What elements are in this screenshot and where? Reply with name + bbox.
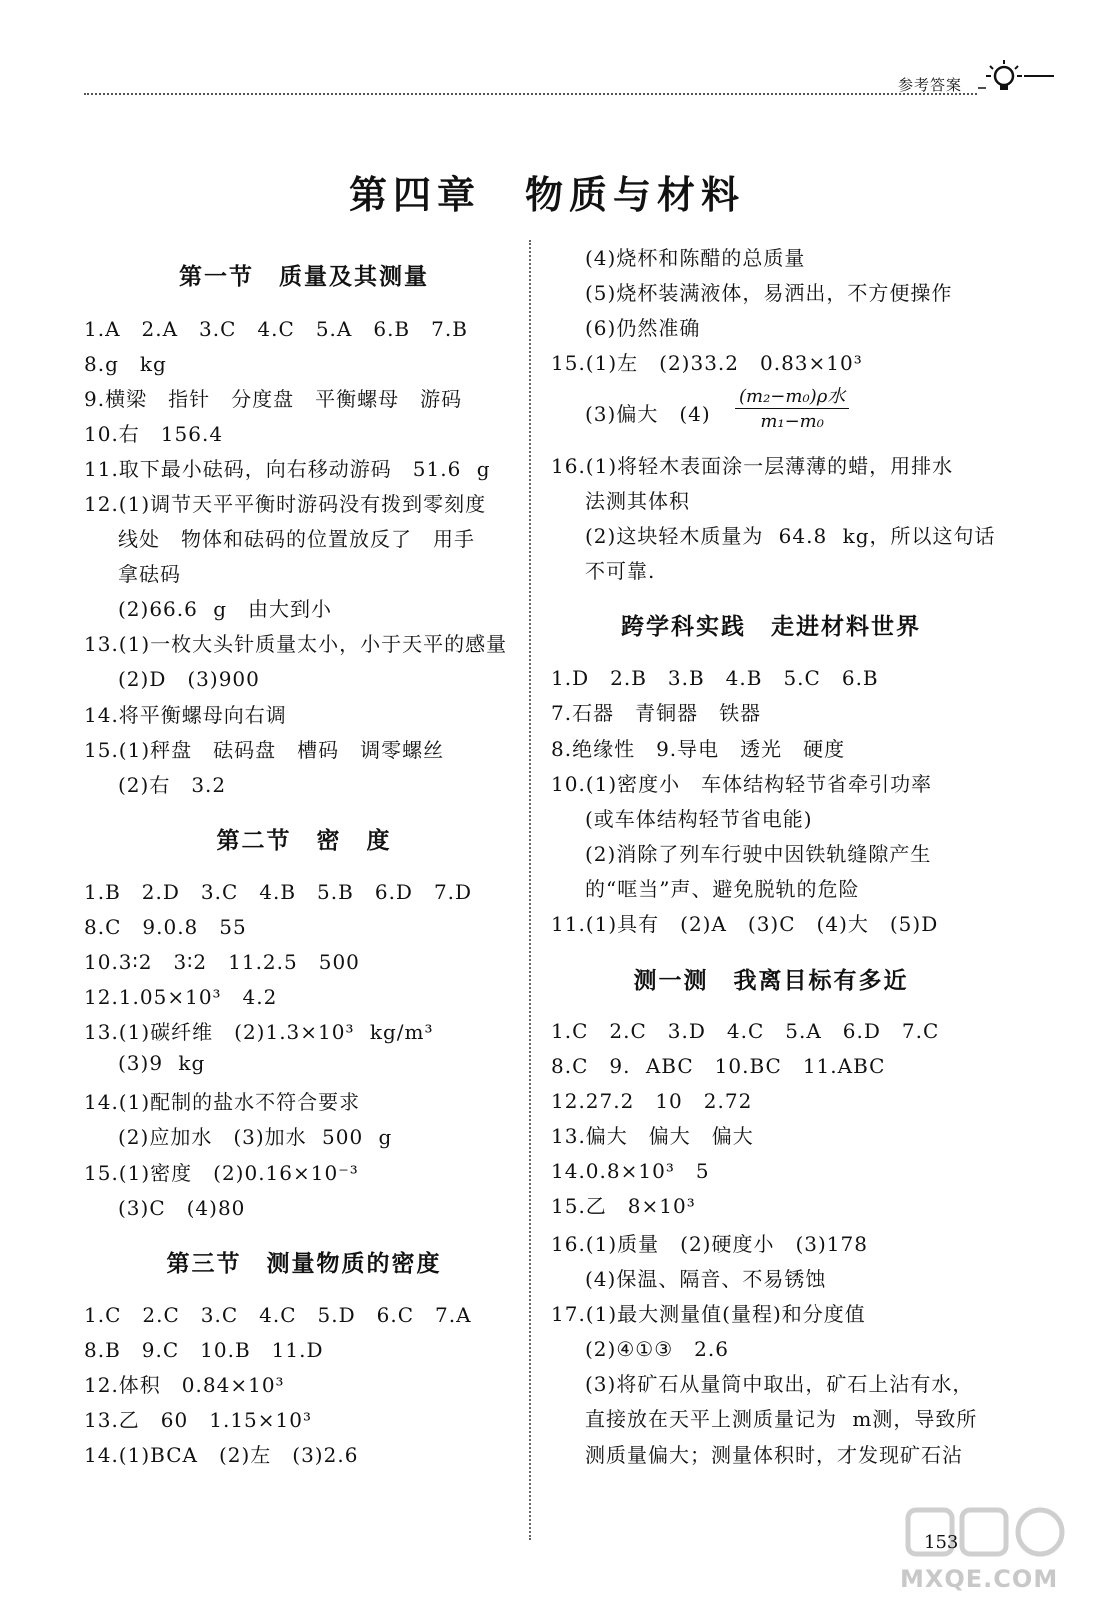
answer-line: 不可靠.: [585, 559, 656, 583]
answer-line: 13.(1)一枚大头针质量太小，小于天平的感量: [84, 632, 508, 656]
answer-line: 12.体积 0.84×10³: [84, 1373, 285, 1397]
answer-line: 15.(1)密度 (2)0.16×10⁻³: [84, 1161, 359, 1185]
answer-line: 16.(1)质量 (2)硬度小 (3)178: [551, 1232, 868, 1256]
answer-line: 13.乙 60 1.15×10³: [84, 1408, 313, 1432]
answer-line: 14.(1)配制的盐水不符合要求: [84, 1090, 361, 1114]
answer-line: (2)66.6 g 由大到小: [118, 597, 333, 621]
answer-line: (3)9 kg: [118, 1051, 206, 1075]
section-title: 跨学科实践 走进材料世界: [621, 614, 921, 640]
answer-line: 8.B 9.C 10.B 11.D: [84, 1338, 324, 1362]
answer-line: 的“哐当”声、避免脱轨的危险: [585, 877, 860, 901]
section-title: 第一节 质量及其测量: [179, 264, 429, 290]
formula-denominator: m₁−m₀: [760, 411, 824, 432]
answer-line: 10.(1)密度小 车体结构轻节省牵引功率: [551, 772, 933, 796]
answer-line: (3)偏大 (4): [585, 402, 711, 426]
section-title: 测一测 我离目标有多近: [633, 968, 909, 994]
answer-line: (2)D (3)900: [118, 667, 260, 691]
answer-line: 11.(1)具有 (2)A (3)C (4)大 (5)D: [551, 912, 939, 936]
answer-line: (2)消除了列车行驶中因铁轨缝隙产生: [585, 842, 932, 866]
answer-line: 10.右 156.4: [84, 422, 224, 446]
answer-line: 10.3∶2 3∶2 11.2.5 500: [84, 950, 360, 974]
answer-line: 15.(1)秤盘 砝码盘 槽码 调零螺丝: [84, 738, 445, 762]
answer-line: 8.C 9. ABC 10.BC 11.ABC: [551, 1054, 886, 1078]
answer-line: 12.(1)调节天平平衡时游码没有拨到零刻度: [84, 492, 487, 516]
answer-line: 线处 物体和砝码的位置放反了 用手: [118, 527, 475, 551]
header-label: 参考答案: [898, 76, 963, 94]
answer-line: 11.取下最小砝码，向右移动游码 51.6 g: [84, 457, 491, 481]
answer-line: 13.偏大 偏大 偏大: [551, 1124, 754, 1148]
answer-line: 直接放在天平上测质量记为 m测，导致所: [585, 1407, 978, 1431]
answer-line: 8.g kg: [84, 352, 167, 376]
answer-line: 14.0.8×10³ 5: [551, 1159, 710, 1183]
answer-line: 1.A 2.A 3.C 4.C 5.A 6.B 7.B: [84, 317, 468, 341]
section-title: 第二节 密 度: [216, 828, 392, 854]
answer-line: (5)烧杯装满液体，易洒出，不方便操作: [585, 281, 953, 305]
header-rule: [84, 93, 977, 95]
answer-line: (6)仍然准确: [585, 316, 701, 340]
answer-line: 15.乙 8×10³: [551, 1194, 696, 1218]
answer-line: 16.(1)将轻木表面涂一层薄薄的蜡，用排水: [551, 454, 954, 478]
answer-line: 1.B 2.D 3.C 4.B 5.B 6.D 7.D: [84, 880, 473, 904]
answer-line: 8.绝缘性 9.导电 透光 硬度: [551, 737, 846, 761]
answer-line: 15.(1)左 (2)33.2 0.83×10³: [551, 351, 863, 375]
answer-line: (2)④①③ 2.6: [585, 1337, 729, 1361]
answer-line: 14.(1)BCA (2)左 (3)2.6: [84, 1443, 359, 1467]
chapter-title: 第四章 物质与材料: [348, 173, 745, 217]
answer-line: 测质量偏大；测量体积时，才发现矿石沾: [585, 1443, 963, 1467]
answer-line: 13.(1)碳纤维 (2)1.3×10³ kg/m³: [84, 1020, 434, 1044]
formula-numerator: (m₂−m₀)ρ水: [735, 382, 849, 409]
formula: [735, 382, 849, 432]
answer-line: 17.(1)最大测量值(量程)和分度值: [551, 1302, 866, 1326]
answer-line: (4)烧杯和陈醋的总质量: [585, 246, 806, 270]
column-divider: [529, 240, 531, 1540]
answer-line: (2)右 3.2: [118, 773, 227, 797]
answer-line: (2)这块轻木质量为 64.8 kg，所以这句话: [585, 524, 996, 548]
answer-line: (3)将矿石从量筒中取出，矿石上沾有水，: [585, 1372, 974, 1396]
answer-line: (3)C (4)80: [118, 1196, 246, 1220]
answer-line: 9.横梁 指针 分度盘 平衡螺母 游码: [84, 387, 463, 411]
answer-line: 7.石器 青铜器 铁器: [551, 701, 762, 725]
answer-line: 14.将平衡螺母向右调: [84, 703, 287, 727]
section-title: 第三节 测量物质的密度: [166, 1251, 442, 1277]
answer-line: (4)保温、隔音、不易锈蚀: [585, 1267, 827, 1291]
answer-line: (或车体结构轻节省电能): [585, 807, 813, 831]
answer-line: 12.1.05×10³ 4.2: [84, 985, 278, 1009]
answer-line: (2)应加水 (3)加水 500 g: [118, 1125, 393, 1149]
watermark-text: MXQE.COM: [900, 1565, 1059, 1593]
answer-line: 1.C 2.C 3.C 4.C 5.D 6.C 7.A: [84, 1303, 472, 1327]
answer-line: 8.C 9.0.8 55: [84, 915, 247, 939]
lightbulb-icon: [978, 58, 1058, 98]
answer-line: 法测其体积: [585, 489, 690, 513]
answer-line: 拿砝码: [118, 562, 181, 586]
page-number: 153: [924, 1532, 959, 1553]
answer-line: 1.D 2.B 3.B 4.B 5.C 6.B: [551, 666, 879, 690]
answer-line: 12.27.2 10 2.72: [551, 1089, 753, 1113]
answer-line: 1.C 2.C 3.D 4.C 5.A 6.D 7.C: [551, 1019, 940, 1043]
